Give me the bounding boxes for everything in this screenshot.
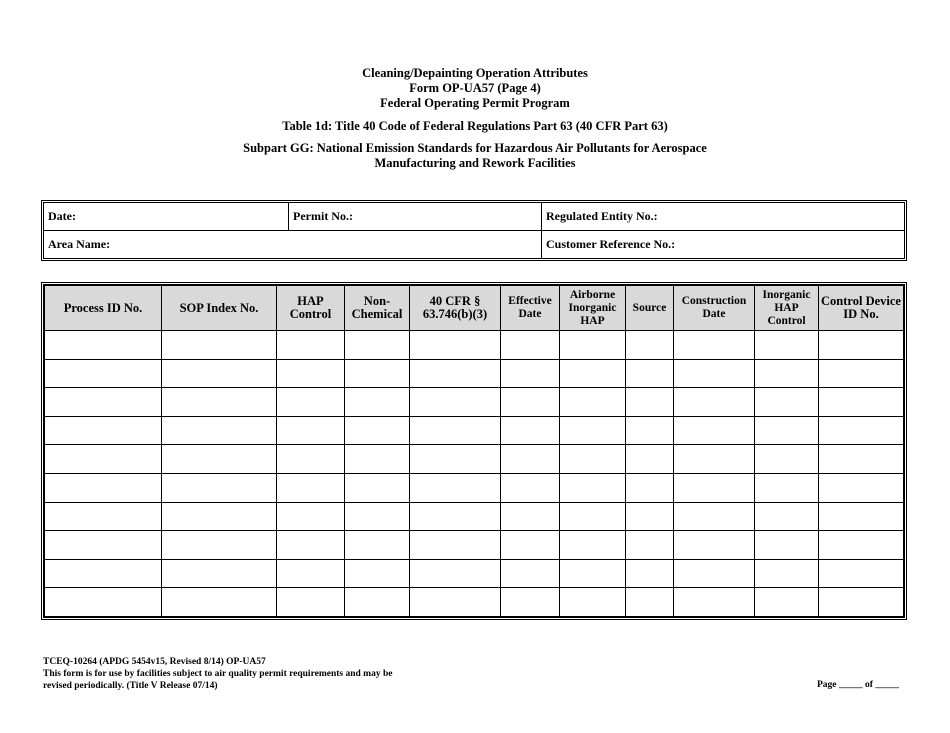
table-header-row [45, 286, 904, 331]
table-cell[interactable] [560, 531, 626, 560]
table-cell[interactable] [560, 331, 626, 360]
table-cell[interactable] [755, 502, 819, 531]
table-cell[interactable] [819, 416, 904, 445]
form-title-block [0, 66, 950, 111]
table-cell[interactable] [277, 531, 345, 560]
table-cell[interactable] [819, 388, 904, 417]
date-label: Date: [48, 209, 76, 223]
table-row [45, 473, 904, 502]
table-cell[interactable] [277, 359, 345, 388]
table-cell[interactable] [819, 473, 904, 502]
table-cell[interactable] [819, 531, 904, 560]
form-title: Cleaning/Depainting Operation Attributes [362, 66, 588, 80]
table-cell[interactable] [501, 531, 560, 560]
table-cell[interactable] [501, 388, 560, 417]
col-inorganic-hap-control: Inorganic HAP Control [755, 286, 819, 331]
table-cell[interactable] [755, 331, 819, 360]
table-cell[interactable] [819, 559, 904, 588]
table-cell[interactable] [755, 473, 819, 502]
table-cell[interactable] [674, 388, 755, 417]
table-cell[interactable] [277, 331, 345, 360]
permit-info-box [41, 200, 907, 261]
table-cell[interactable] [45, 359, 162, 388]
table-cell[interactable] [755, 359, 819, 388]
table-cell[interactable] [162, 473, 277, 502]
customer-reference-field[interactable] [542, 231, 902, 258]
table-cell[interactable] [162, 588, 277, 617]
table-cell[interactable] [345, 502, 410, 531]
table-cell[interactable] [45, 445, 162, 474]
table-cell[interactable] [626, 559, 674, 588]
table-cell[interactable] [819, 588, 904, 617]
table-cell[interactable] [345, 388, 410, 417]
table-cell[interactable] [674, 473, 755, 502]
table-cell[interactable] [410, 331, 501, 360]
attributes-table-box [41, 282, 907, 620]
table-cell[interactable] [755, 531, 819, 560]
table-cell[interactable] [626, 416, 674, 445]
table-cell[interactable] [45, 331, 162, 360]
area-name-field[interactable] [44, 231, 541, 258]
table-cell[interactable] [560, 359, 626, 388]
table-row [45, 416, 904, 445]
table-cell[interactable] [501, 416, 560, 445]
table-cell[interactable] [162, 559, 277, 588]
table-cell[interactable] [626, 445, 674, 474]
table-row [45, 445, 904, 474]
table-cell[interactable] [410, 588, 501, 617]
table-cell[interactable] [162, 331, 277, 360]
col-hap-control: HAP Control [277, 286, 345, 331]
col-40cfr-63746b3: 40 CFR § 63.746(b)(3) [410, 286, 501, 331]
table-cell[interactable] [674, 588, 755, 617]
col-control-device-id: Control Device ID No. [819, 286, 904, 331]
table-cell[interactable] [674, 531, 755, 560]
permit-number-label: Permit No.: [293, 209, 353, 223]
col-effective-date: Effective Date [501, 286, 560, 331]
table-cell[interactable] [626, 473, 674, 502]
table-cell[interactable] [674, 359, 755, 388]
table-body [45, 331, 904, 617]
table-cell[interactable] [501, 445, 560, 474]
customer-reference-label: Customer Reference No.: [546, 237, 676, 251]
table-cell[interactable] [626, 588, 674, 617]
table-cell[interactable] [560, 445, 626, 474]
table-cell[interactable] [501, 559, 560, 588]
footer-form-id: TCEQ-10264 (APDG 5454v15, Revised 8/14) OP-UA57 [43, 657, 266, 667]
regulated-entity-label: Regulated Entity No.: [546, 209, 658, 223]
table-cell[interactable] [410, 445, 501, 474]
table-cell[interactable] [162, 416, 277, 445]
table-cell[interactable] [501, 588, 560, 617]
table-cell[interactable] [560, 588, 626, 617]
date-field[interactable] [44, 203, 288, 230]
table-cell[interactable] [277, 388, 345, 417]
table-cell[interactable] [162, 445, 277, 474]
table-cell[interactable] [626, 359, 674, 388]
table-cell[interactable] [45, 559, 162, 588]
table-cell[interactable] [410, 502, 501, 531]
table-cell[interactable] [277, 588, 345, 617]
table-cell[interactable] [277, 559, 345, 588]
table-cell[interactable] [560, 559, 626, 588]
table-cell[interactable] [674, 331, 755, 360]
table-cell[interactable] [277, 473, 345, 502]
table-cell[interactable] [345, 445, 410, 474]
program-name: Federal Operating Permit Program [380, 96, 570, 110]
table-cell[interactable] [501, 473, 560, 502]
table-cell[interactable] [560, 416, 626, 445]
table-row [45, 531, 904, 560]
regulated-entity-field[interactable] [542, 203, 902, 230]
col-source: Source [626, 286, 674, 331]
table-cell[interactable] [755, 445, 819, 474]
subpart-line-1: Subpart GG: National Emission Standards for Hazardous Air Pollutants for Aerospace [243, 141, 707, 155]
table-row [45, 359, 904, 388]
table-cell[interactable] [560, 502, 626, 531]
table-cell[interactable] [819, 331, 904, 360]
table-cell[interactable] [277, 445, 345, 474]
col-non-chemical: Non-Chemical [345, 286, 410, 331]
area-name-label: Area Name: [48, 237, 111, 251]
table-cell[interactable] [501, 502, 560, 531]
table-cell[interactable] [410, 473, 501, 502]
form-footer [43, 656, 392, 692]
table-row [45, 588, 904, 617]
table-cell[interactable] [162, 531, 277, 560]
table-row [45, 388, 904, 417]
table-cell[interactable] [277, 502, 345, 531]
table-cell[interactable] [410, 388, 501, 417]
table-cell[interactable] [345, 588, 410, 617]
table-row [45, 331, 904, 360]
attributes-table [44, 285, 904, 617]
table-cell[interactable] [755, 559, 819, 588]
table-cell[interactable] [501, 359, 560, 388]
table-cell[interactable] [345, 559, 410, 588]
footer-note-2: revised periodically. (Title V Release 07/14) [43, 681, 218, 691]
table-cell[interactable] [560, 388, 626, 417]
table-cell[interactable] [819, 502, 904, 531]
table-cell[interactable] [674, 559, 755, 588]
table-cell[interactable] [277, 416, 345, 445]
table-cell[interactable] [755, 388, 819, 417]
table-cell[interactable] [755, 588, 819, 617]
table-cell[interactable] [560, 473, 626, 502]
table-cell[interactable] [626, 331, 674, 360]
subpart-title-block [0, 141, 950, 171]
table-cell[interactable] [501, 331, 560, 360]
table-cell[interactable] [345, 531, 410, 560]
table-cell[interactable] [674, 502, 755, 531]
permit-number-field[interactable] [289, 203, 541, 230]
table-cell[interactable] [45, 388, 162, 417]
table-row [45, 559, 904, 588]
table-cell[interactable] [626, 388, 674, 417]
col-sop-index: SOP Index No. [162, 286, 277, 331]
table-cell[interactable] [819, 445, 904, 474]
table-cell[interactable] [162, 502, 277, 531]
table-cell[interactable] [674, 445, 755, 474]
table-cell[interactable] [410, 416, 501, 445]
table-cell[interactable] [162, 388, 277, 417]
col-construction-date: Construction Date [674, 286, 755, 331]
subpart-line-2: Manufacturing and Rework Facilities [374, 156, 576, 170]
table-cell[interactable] [45, 588, 162, 617]
table-cell[interactable] [674, 416, 755, 445]
table-title: Table 1d: Title 40 Code of Federal Regulations Part 63 (40 CFR Part 63) [282, 119, 668, 133]
table-cell[interactable] [410, 531, 501, 560]
footer-note-1: This form is for use by facilities subject to air quality permit requirements and may be [43, 669, 393, 679]
page-number: Page _____ of _____ [817, 680, 900, 690]
table-row [45, 502, 904, 531]
col-process-id: Process ID No. [45, 286, 162, 331]
table-cell[interactable] [45, 473, 162, 502]
table-cell[interactable] [819, 359, 904, 388]
col-airborne-inorganic-hap: Airborne Inorganic HAP [560, 286, 626, 331]
table-cell[interactable] [626, 531, 674, 560]
table-cell[interactable] [755, 416, 819, 445]
table-cell[interactable] [345, 359, 410, 388]
table-cell[interactable] [345, 416, 410, 445]
table-cell[interactable] [410, 559, 501, 588]
table-cell[interactable] [410, 359, 501, 388]
table-cell[interactable] [45, 531, 162, 560]
table-cell[interactable] [626, 502, 674, 531]
table-cell[interactable] [345, 473, 410, 502]
table-cell[interactable] [162, 359, 277, 388]
table-cell[interactable] [45, 416, 162, 445]
table-cell[interactable] [45, 502, 162, 531]
table-cell[interactable] [345, 331, 410, 360]
form-number: Form OP-UA57 (Page 4) [409, 81, 541, 95]
